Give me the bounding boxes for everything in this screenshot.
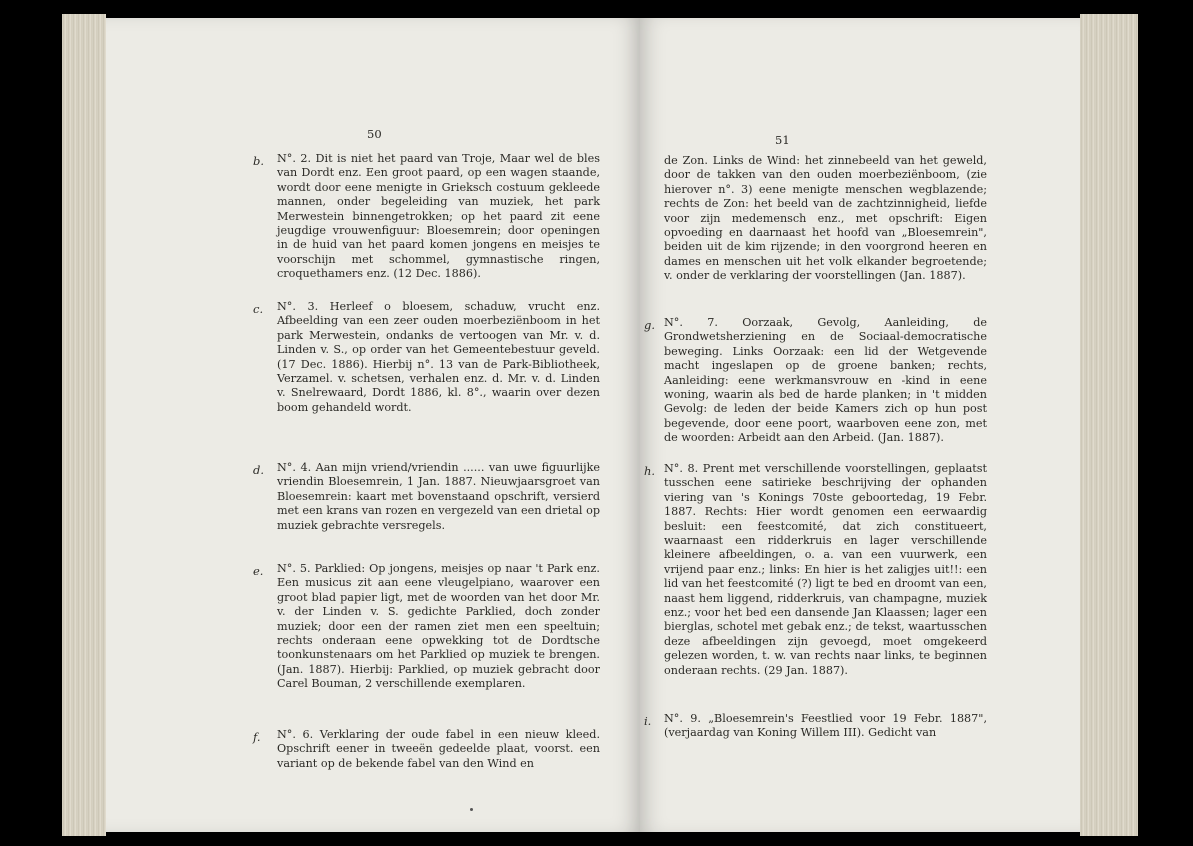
catalog-entry: N°. 9. „Bloesemrein's Feestlied voor 19 Febr. 1887", (verjaardag van Koning Willem III). Gedicht van [664, 712, 987, 740]
entry-letter: f. [253, 730, 261, 744]
entry-letter: i. [644, 714, 652, 728]
catalog-entry: de Zon. Links de Wind: het zinnebeeld van het geweld, door de takken van den ouden moerbeziënboom, (zie hierover n°. 3) eene menigte menschen wegblazende; rechts de Zon: het beeld van de zachtzinnigheid, liefde voor zijn medemensch enz., met opschrift: Eigen opvoeding en daarnaast het hoofd van „Bloesemrein", beiden uit de kim rijzende; in den voorgrond heeren en dames en menschen uit het volk elkander begroetende; v. onder de verklaring der voorstellingen (Jan. 1887). [664, 154, 987, 283]
catalog-entry: N°. 7. Oorzaak, Gevolg, Aanleiding, de Grondwetsherziening en de Sociaal-democratische beweging. Links Oorzaak: een lid der Wetgevende macht ingeslapen op de groene banken; rechts, Aanleiding: eene werkmansvrouw en -kind in eene woning, waarin als bed de harde planken; in 't midden Gevolg: de leden der beide Kamers zich op hun post begevende, door eene poort, waarboven eene zon, met de woorden: Arbeidt aan den Arbeid. (Jan. 1887). [664, 316, 987, 445]
page-number: 51 [775, 133, 790, 147]
entry-letter: d. [253, 463, 265, 477]
catalog-entry: N°. 5. Parklied: Op jongens, meisjes op naar 't Park enz. Een musicus zit aan eene vleugelpiano, waarover een groot blad papier ligt, met de woorden van het door Mr. v. der Linden v. S. gedichte Parklied, doch zonder muziek; door een der ramen ziet men een speeltuin; rechts onderaan eene opwekking tot de Dordtsche toonkunstenaars om het Parklied op muziek te brengen. (Jan. 1887). Hierbij: Parklied, op muziek gebracht door Carel Bouman, 2 verschillende exemplaren. [277, 562, 600, 691]
entry-letter: g. [644, 318, 656, 332]
page-number: 50 [367, 127, 382, 141]
right-page-edges [1080, 14, 1138, 836]
left-page [106, 18, 640, 832]
entry-letter: c. [253, 302, 264, 316]
print-speck [470, 808, 473, 811]
entry-letter: h. [644, 464, 656, 478]
catalog-entry: N°. 3. Herleef o bloesem, schaduw, vrucht enz. Afbeelding van een zeer ouden moerbeziënboom in het park Merwestein, ondanks de vertoogen van Mr. v. d. Linden v. S., op order van het Gemeentebestuur geveld. (17 Dec. 1886). Hierbij n°. 13 van de Park-Bibliotheek, Verzamel. v. schetsen, verhalen enz. d. Mr. v. d. Linden v. Snelrewaard, Dordt 1886, kl. 8°., waarin over dezen boom gehandeld wordt. [277, 300, 600, 414]
open-book [62, 14, 1138, 836]
right-page [640, 18, 1080, 832]
catalog-entry: N°. 6. Verklaring der oude fabel in een nieuw kleed. Opschrift eener in tweeën gedeelde plaat, voorst. een variant op de bekende fabel van den Wind en [277, 728, 600, 770]
catalog-entry: N°. 8. Prent met verschillende voorstellingen, geplaatst tusschen eene satirieke beschrijving der ophanden viering van 's Konings 70ste geboortedag, 19 Febr. 1887. Rechts: Hier wordt genomen een eerwaardig besluit: een feestcomité, dat zich constitueert, waarnaast een ridderkruis en lager verschillende kleinere afbeeldingen, o. a. van een vuurwerk, een vrijend paar enz.; links: En hier is het zaligjes uit!!: een lid van het feestcomité (?) ligt te bed en droomt van een, naast hem liggend, ridderkruis, van champagne, muziek enz.; voor het bed een dansende Jan Klaassen; lager een bierglas, schotel met gebak enz.; de tekst, waartusschen deze afbeeldingen zijn gevoegd, moet omgekeerd gelezen worden, t. w. van rechts naar links, te beginnen onderaan rechts. (29 Jan. 1887). [664, 462, 987, 677]
catalog-entry: N°. 4. Aan mijn vriend/vriendin ...... van uwe figuurlijke vriendin Bloesemrein, 1 Jan. 1887. Nieuwjaarsgroet van Bloesemrein: kaart met bovenstaand opschrift, versierd met een krans van rozen en vergezeld van een drietal op muziek gebrachte versregels. [277, 461, 600, 532]
left-page-edges [62, 14, 106, 836]
catalog-entry: N°. 2. Dit is niet het paard van Troje, Maar wel de bles van Dordt enz. Een groot paard, op een wagen staande, wordt door eene menigte in Grieksch costuum gekleede mannen, onder begeleiding van muziek, het park Merwestein binnengetrokken; op het paard zit eene jeugdige vrouwenfiguur: Bloesemrein; door openingen in de huid van het paard komen jongens en meisjes te voorschijn met schommel, gymnastische ringen, croquethamers enz. (12 Dec. 1886). [277, 152, 600, 281]
entry-letter: e. [253, 564, 264, 578]
entry-letter: b. [253, 154, 265, 168]
